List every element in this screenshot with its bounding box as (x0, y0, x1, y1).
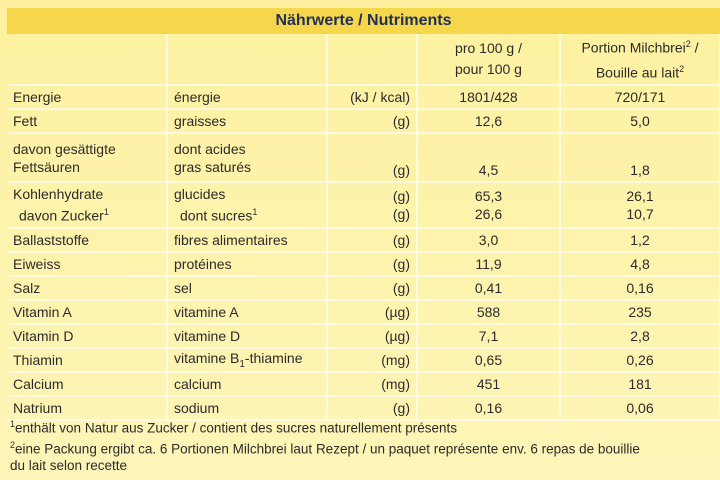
row-label-fr: fibres alimentaires (167, 228, 327, 252)
footnote-2: $^2$eine Packung ergibt ca. 6 Portionen Milchbrei laut Rezept / un paquet représente env. 6 repas de bouillie (10, 439, 640, 456)
row-value-per100: 0,65 (417, 348, 560, 372)
row-label-fr: vitamine $B_1$-thiamine (167, 348, 327, 372)
row-value-per100: 0,41 (417, 276, 560, 300)
header-portion (560, 34, 720, 85)
row-value-per100: 1801/428 (417, 85, 560, 109)
row-label-de: Vitamin D (7, 324, 167, 348)
table-row (7, 324, 720, 348)
row-value-per100: 11,9 (417, 252, 560, 276)
header-per-100g-de: pro 100 g / (455, 40, 522, 56)
row-value-portion: 0,06 (560, 396, 720, 420)
row-label-fr: énergie (167, 85, 327, 109)
row-label-fr: calcium (167, 372, 327, 396)
row-label-de: Fett (7, 109, 167, 133)
header-row (7, 34, 720, 85)
row-label-fr: glucides dont sucres$^1$ (167, 182, 327, 228)
row-value-portion: 2,8 (560, 324, 720, 348)
row-value-portion: 26,1 10,7 (560, 182, 720, 228)
footnote-1: $^1$enthält von Natur aus Zucker / contient des sucres naturellement présents (10, 419, 457, 436)
row-unit: (g) (327, 252, 417, 276)
row-value-per100: 0,16 (417, 396, 560, 420)
header-per-100g-fr: pour 100 g (455, 61, 522, 77)
row-label-de: Calcium (7, 372, 167, 396)
row-value-portion: 0,16 (560, 276, 720, 300)
row-unit: (mg) (327, 372, 417, 396)
row-value-per100: 7,1 (417, 324, 560, 348)
row-value-per100: 588 (417, 300, 560, 324)
table-row (7, 300, 720, 324)
row-label-fr: vitamine A (167, 300, 327, 324)
row-unit: (µg) (327, 300, 417, 324)
row-label-fr: sodium (167, 396, 327, 420)
header-portion-fr: Bouille au lait$^2$ (595, 64, 685, 81)
header-per-100g (417, 34, 560, 85)
table-row (7, 133, 720, 182)
row-label-fr: graisses (167, 109, 327, 133)
footnote-2-continued: du lait selon recette (10, 458, 128, 473)
row-label-de: davon gesättigte Fettsäuren (7, 133, 167, 182)
row-unit: (µg) (327, 324, 417, 348)
row-label-de: Vitamin A (7, 300, 167, 324)
table-row (7, 182, 720, 228)
table-title: Nährwerte / Nutriments (7, 8, 720, 34)
row-label-fr: sel (167, 276, 327, 300)
row-value-portion: 1,2 (560, 228, 720, 252)
nutrition-table (7, 34, 720, 421)
row-value-portion: 5,0 (560, 109, 720, 133)
row-unit: (mg) (327, 348, 417, 372)
row-unit: (kJ / kcal) (327, 85, 417, 109)
row-label-fr: vitamine D (167, 324, 327, 348)
row-value-per100: 3,0 (417, 228, 560, 252)
header-empty-unit (327, 34, 417, 85)
row-value-portion: 4,8 (560, 252, 720, 276)
row-value-per100: 12,6 (417, 109, 560, 133)
table-row (7, 109, 720, 133)
row-label-de: Ballaststoffe (7, 228, 167, 252)
row-label-de: Thiamin (7, 348, 167, 372)
row-value-portion: 0,26 (560, 348, 720, 372)
row-label-de: Eiweiss (7, 252, 167, 276)
row-value-per100: 4,5 (417, 133, 560, 182)
table-row (7, 276, 720, 300)
header-empty-de (7, 34, 167, 85)
row-unit: (g) (327, 276, 417, 300)
row-label-de: Salz (7, 276, 167, 300)
table-row (7, 372, 720, 396)
header-portion-de: Portion Milchbrei$^2$ / (581, 39, 699, 56)
table-row (7, 85, 720, 109)
row-value-per100: 451 (417, 372, 560, 396)
row-value-portion: 235 (560, 300, 720, 324)
table-row (7, 228, 720, 252)
row-unit: (g) (327, 109, 417, 133)
row-value-portion: 181 (560, 372, 720, 396)
row-label-fr: dont acides gras saturés (167, 133, 327, 182)
footnotes (10, 416, 716, 474)
row-unit: (g) (327, 133, 417, 182)
row-label-fr: protéines (167, 252, 327, 276)
row-value-per100: 65,3 26,6 (417, 182, 560, 228)
header-empty-fr (167, 34, 327, 85)
row-label-de: Energie (7, 85, 167, 109)
table-row (7, 252, 720, 276)
row-value-portion: 1,8 (560, 133, 720, 182)
row-unit: (g) (g) (327, 182, 417, 228)
row-label-de: Natrium (7, 396, 167, 420)
row-value-portion: 720/171 (560, 85, 720, 109)
row-unit: (g) (327, 228, 417, 252)
table-row (7, 348, 720, 372)
row-label-de: Kohlenhydrate davon Zucker$^1$ (7, 182, 167, 228)
row-unit: (g) (327, 396, 417, 420)
